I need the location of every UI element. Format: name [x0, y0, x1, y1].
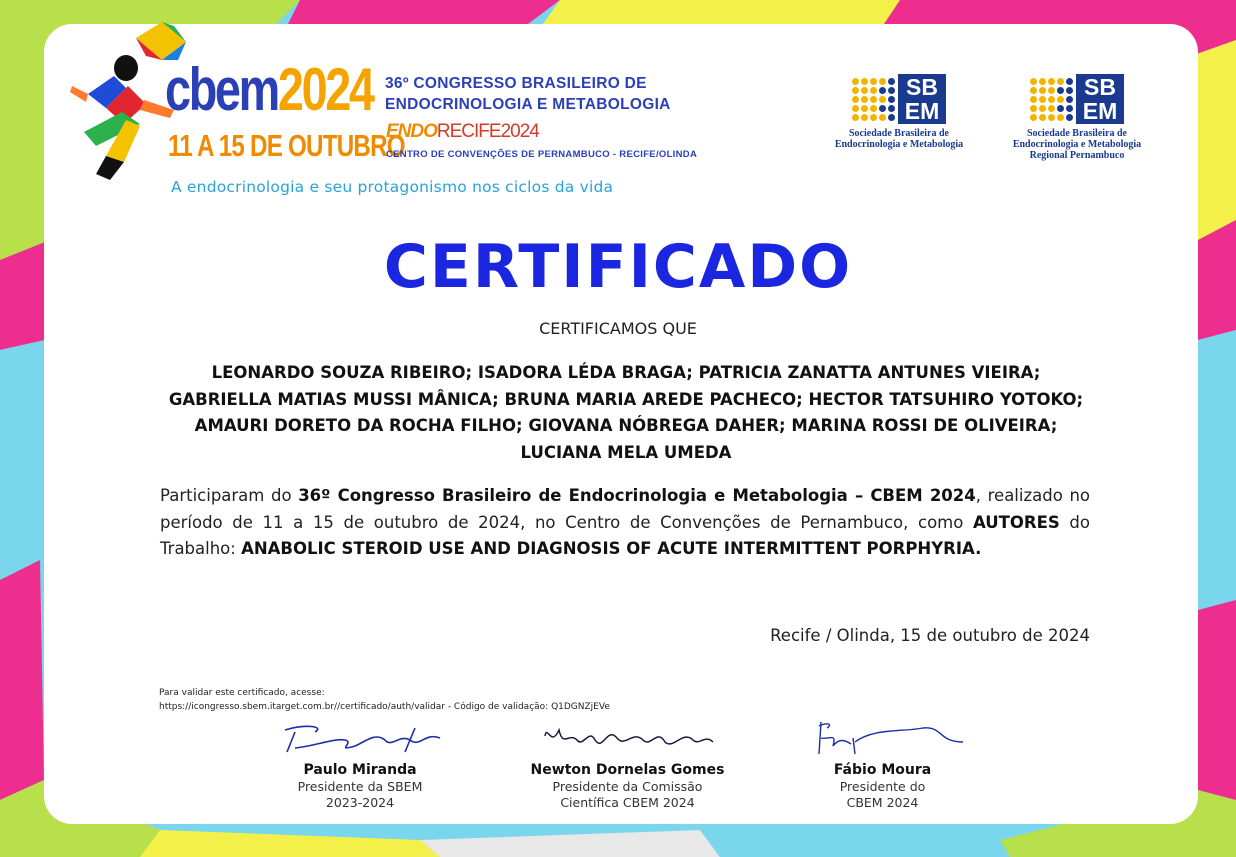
validation-info	[159, 686, 610, 714]
congress-title: 36º CONGRESSO BRASILEIRO DE ENDOCRINOLOGIA E METABOLOGIA	[385, 75, 671, 113]
certificate-title: CERTIFICADO	[383, 232, 853, 302]
event-dates: 11 A 15 DE OUTUBRO	[168, 128, 405, 163]
congress-venue: CENTRO DE CONVENÇÕES DE PERNAMBUCO - RECIFE/OLINDA	[386, 149, 698, 160]
certificate-intro: CERTIFICAMOS QUE	[539, 319, 697, 338]
dots-icon	[852, 78, 895, 121]
place-date: Recife / Olinda, 15 de outubro de 2024	[770, 626, 1090, 645]
handwritten-signature	[793, 718, 973, 756]
author-names: LEONARDO SOUZA RIBEIRO; ISADORA LÉDA BRAGA; PATRICIA ZANATTA ANTUNES VIEIRA; GABRIELLA MATIAS MUSSI MÂNICA; BRUNA MARIA AREDE PACHECO; HECTOR TATSUHIRO YOTOKO; AMAURI DORETO DA ROCHA FILHO; GIOVANA NÓBREGA DAHER; MARINA ROSSI DE OLIVEIRA; LUCIANA MELA UMEDA	[168, 363, 1084, 462]
endo-recife-logo: ENDORECIFE2024	[386, 121, 539, 142]
signature-block: Fábio Moura Presidente do CBEM 2024	[790, 718, 975, 810]
dots-icon	[1030, 78, 1073, 121]
certificate-body: Participaram do 36º Congresso Brasileiro de Endocrinologia e Metabologia – CBEM 2024, realizado no período de 11 a 15 de outubro de 2024, no Centro de Convenções de Pernambuco, como AUTORES do Trabalho: ANABOLIC STEROID USE AND DIAGNOSIS OF ACUTE INTERMITTENT PORPHYRIA.	[160, 486, 1090, 558]
cbem-logo-text: cbem2024	[165, 56, 373, 123]
validation-instruction: Para validar este certificado, acesse:	[159, 688, 325, 698]
sbem-regional-logo: SB EM Sociedade Brasileira de Endocrinologia e Metabologia Regional Pernambuco	[1012, 74, 1142, 161]
handwritten-signature	[533, 718, 723, 756]
event-tagline: A endocrinologia e seu protagonismo nos ciclos da vida	[171, 178, 614, 196]
handwritten-signature	[265, 718, 455, 756]
signature-block: Paulo Miranda Presidente da SBEM 2023-2024	[255, 718, 465, 810]
sbem-logo: SB EM Sociedade Brasileira de Endocrinologia e Metabologia	[834, 74, 964, 150]
validation-link[interactable]: https://icongresso.sbem.itarget.com.br//certificado/auth/validar - Código de validação: Q1DGNZjEVe	[159, 702, 610, 712]
signature-block: Newton Dornelas Gomes Presidente da Comissão Científica CBEM 2024	[520, 718, 735, 810]
